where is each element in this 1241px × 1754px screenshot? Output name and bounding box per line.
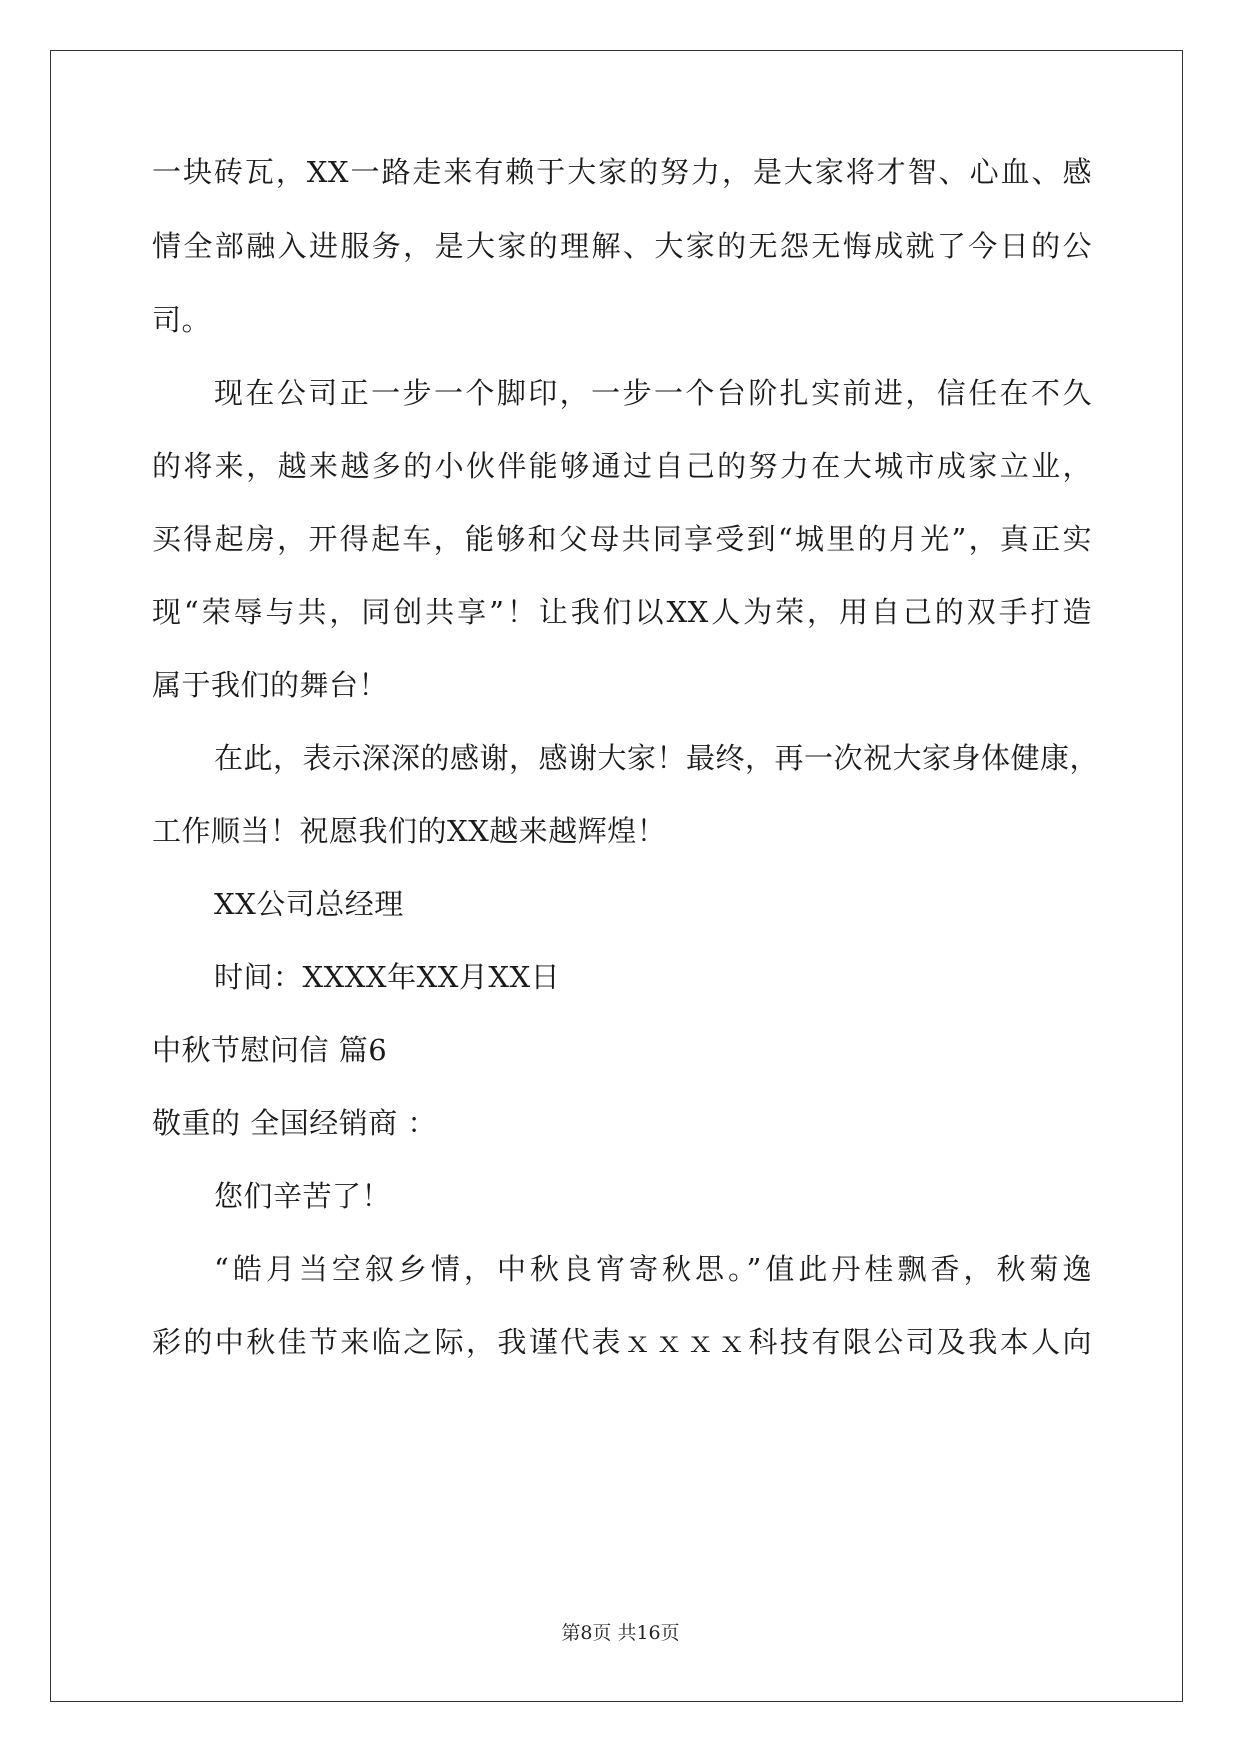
text-line: 属于我们的舞台！ xyxy=(152,668,389,702)
text-line: 的将来，越来越多的小伙伴能够通过自己的努力在大城市成家立业， xyxy=(152,449,1092,483)
text-line: 一块砖瓦，XX一路走来有赖于大家的努力，是大家将才智、心血、感 xyxy=(152,155,1092,189)
page-border xyxy=(50,50,1183,1702)
section-heading: 中秋节慰问信 篇6 xyxy=(152,1033,388,1067)
text-line: 买得起房，开得起车，能够和父母共同享受到“城里的月光”，真正实 xyxy=(152,522,1092,556)
signature-company: XX公司总经理 xyxy=(214,887,404,921)
letter-salutation: 敬重的 全国经销商 ： xyxy=(152,1106,437,1140)
text-line: 现“荣辱与共，同创共享”！让我们以XX人为荣，用自己的双手打造 xyxy=(152,595,1092,629)
greeting-line: 您们辛苦了！ xyxy=(214,1179,392,1213)
paragraph-start: “皓月当空叙乡情，中秋良宵寄秋思。”值此丹桂飘香，秋菊逸 xyxy=(214,1252,1092,1286)
page-number-footer: 第8页 共16页 xyxy=(561,1622,680,1644)
paragraph-start: 在此，表示深深的感谢，感谢大家！最终，再一次祝大家身体健康， xyxy=(214,741,1100,775)
signature-date: 时间：XXXX年XX月XX日 xyxy=(214,960,561,994)
paragraph-start: 现在公司正一步一个脚印，一步一个台阶扎实前进，信任在不久 xyxy=(214,376,1092,410)
text-line: 工作顺当！祝愿我们的XX越来越辉煌！ xyxy=(152,814,667,848)
text-line: 彩的中秋佳节来临之际，我谨代表ｘｘｘｘ科技有限公司及我本人向 xyxy=(152,1325,1092,1359)
text-line: 情全部融入进服务，是大家的理解、大家的无怨无悔成就了今日的公 xyxy=(152,229,1092,263)
text-line: 司。 xyxy=(152,303,212,337)
